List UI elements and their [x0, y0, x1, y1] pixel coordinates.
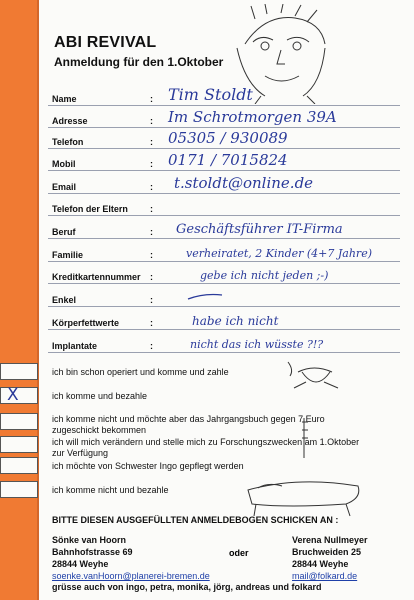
contact-street: Bruchweiden 25	[292, 547, 362, 557]
field-label: Adresse	[52, 116, 88, 126]
field-underline	[48, 306, 400, 307]
field-row-mobil	[0, 151, 414, 171]
option-checkbox[interactable]	[0, 363, 38, 380]
field-row-kreditkarte	[0, 264, 414, 284]
field-row-telefon-eltern	[0, 196, 414, 216]
contact-email-link[interactable]: mail@folkard.de	[292, 571, 358, 581]
contact-name: Verena Nullmeyer	[292, 535, 368, 545]
field-value[interactable]: Tim Stoldt	[168, 85, 253, 104]
field-colon: :	[150, 94, 153, 104]
field-value[interactable]: Geschäftsführer IT-Firma	[176, 222, 343, 237]
field-colon: :	[150, 250, 153, 260]
field-colon: :	[150, 116, 153, 126]
address-right	[292, 534, 368, 582]
field-row-beruf	[0, 219, 414, 239]
field-underline	[48, 261, 400, 262]
field-underline	[48, 352, 400, 353]
field-underline	[48, 215, 400, 216]
option-checkbox[interactable]	[0, 413, 38, 430]
field-underline	[48, 329, 400, 330]
option-label: ich bin schon operiert und komme und zahle	[52, 367, 229, 377]
option-label: ich komme nicht und bezahle	[52, 485, 169, 495]
field-row-adresse	[0, 108, 414, 128]
form-subtitle: Anmeldung für den 1.Oktober	[54, 55, 224, 69]
option-label: ich möchte von Schwester Ingo gepflegt werden	[52, 461, 244, 471]
field-row-telefon	[0, 129, 414, 149]
field-colon: :	[150, 341, 153, 351]
field-row-koerperfett	[0, 310, 414, 330]
field-underline	[48, 148, 400, 149]
field-colon: :	[150, 227, 153, 237]
field-label: Kreditkartennummer	[52, 272, 141, 282]
field-row-enkel	[0, 287, 414, 307]
field-colon: :	[150, 295, 153, 305]
field-underline	[48, 238, 400, 239]
field-colon: :	[150, 204, 153, 214]
field-underline	[48, 105, 400, 106]
field-underline	[48, 127, 400, 128]
field-underline	[48, 283, 400, 284]
field-value[interactable]: 05305 / 930089	[168, 129, 288, 147]
field-value[interactable]: Im Schrotmorgen 39A	[168, 108, 337, 126]
option-label: ich komme nicht und möchte aber das Jahrgangsbuch gegen 7 Euro zugeschickt bekommen	[52, 414, 325, 435]
contact-city: 28844 Weyhe	[292, 559, 349, 569]
field-label: Telefon der Eltern	[52, 204, 128, 214]
form-title: ABI REVIVAL	[54, 34, 157, 51]
field-value[interactable]: nicht das ich wüsste ?!?	[190, 338, 324, 351]
field-underline	[48, 170, 400, 171]
field-colon: :	[150, 159, 153, 169]
field-underline	[48, 193, 400, 194]
field-label: Email	[52, 182, 77, 192]
field-label: Mobil	[52, 159, 76, 169]
field-label: Körperfettwerte	[52, 318, 120, 328]
dash-scribble	[186, 291, 226, 301]
field-colon: :	[150, 137, 153, 147]
option-label: ich will mich verändern und stelle mich zu Forschungszwecken am 1.Oktober zur Verfügung	[52, 437, 360, 458]
field-value[interactable]: 0171 / 7015824	[168, 151, 288, 169]
field-label: Beruf	[52, 227, 76, 237]
address-left	[52, 534, 210, 582]
contact-street: Bahnhofstrasse 69	[52, 547, 133, 557]
field-label: Enkel	[52, 295, 77, 305]
or-label: oder	[229, 548, 249, 558]
field-label: Telefon	[52, 137, 84, 147]
contact-city: 28844 Weyhe	[52, 559, 109, 569]
field-row-name	[0, 86, 414, 106]
field-row-familie	[0, 242, 414, 262]
option-checkbox[interactable]	[0, 457, 38, 474]
field-value[interactable]: gebe ich nicht jeden ;-)	[200, 269, 329, 282]
patient-doodle	[228, 358, 378, 518]
contact-email-link[interactable]: soenke.vanHoorn@planerei-bremen.de	[52, 571, 210, 581]
option-label: ich komme und bezahle	[52, 391, 148, 401]
option-checkbox[interactable]	[0, 387, 38, 404]
field-colon: :	[150, 318, 153, 328]
greeting-line: grüsse auch von ingo, petra, monika, jörg, andreas und folkard	[52, 582, 322, 592]
check-mark: X	[7, 385, 19, 405]
send-instruction: BITTE DIESEN AUSGEFÜLLTEN ANMELDEBOGEN SCHICKEN AN :	[52, 515, 339, 525]
field-row-email	[0, 174, 414, 194]
field-value[interactable]: verheiratet, 2 Kinder (4+7 Jahre)	[186, 247, 372, 260]
option-checkbox[interactable]	[0, 481, 38, 498]
field-label: Implantate	[52, 341, 98, 351]
contact-name: Sönke van Hoorn	[52, 535, 127, 545]
field-label: Name	[52, 94, 77, 104]
field-value[interactable]: habe ich nicht	[192, 314, 279, 328]
field-value[interactable]: t.stoldt@online.de	[174, 174, 314, 192]
field-row-implantate	[0, 333, 414, 353]
field-label: Familie	[52, 250, 84, 260]
option-checkbox[interactable]	[0, 436, 38, 453]
field-colon: :	[150, 182, 153, 192]
field-colon: :	[150, 272, 153, 282]
